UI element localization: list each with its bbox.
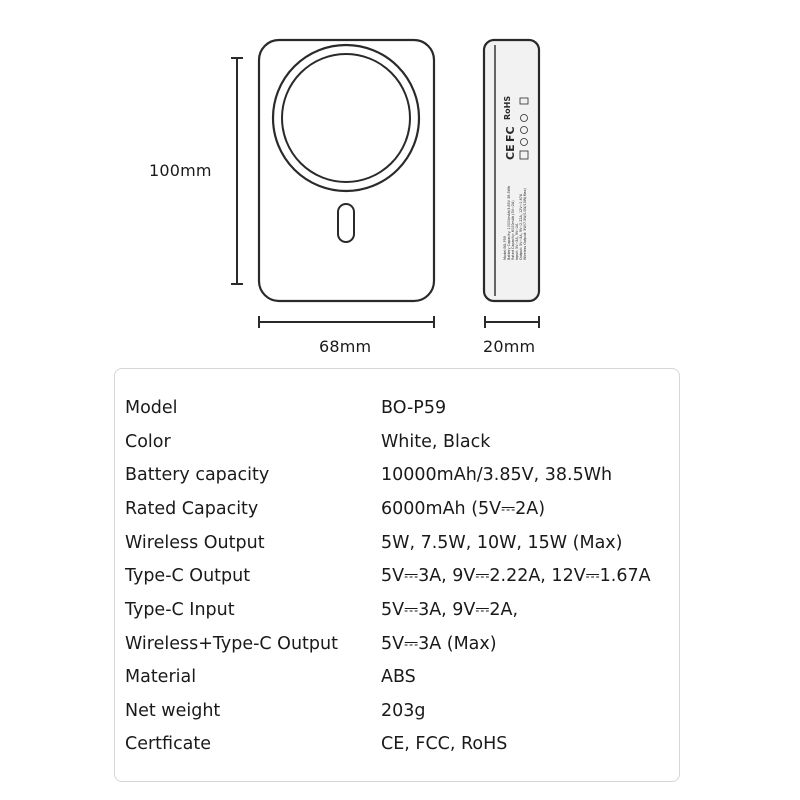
ce-mark: CE bbox=[504, 144, 517, 160]
spec-value: 203g bbox=[381, 701, 426, 721]
side-spec-line-3: Rated Capacity: 6000mAh (5V⎓2A) bbox=[511, 200, 515, 260]
spec-value: 5W, 7.5W, 10W, 15W (Max) bbox=[381, 533, 623, 553]
spec-key: Material bbox=[125, 667, 197, 687]
spec-value: 5V⎓3A (Max) bbox=[381, 634, 497, 654]
spec-value: White, Black bbox=[381, 432, 491, 452]
spec-value: 5V⎓3A, 9V⎓2A, bbox=[381, 600, 519, 620]
spec-value: 10000mAh/3.85V, 38.5Wh bbox=[381, 465, 613, 485]
spec-row-typec-output bbox=[125, 561, 671, 591]
spec-key: Certficate bbox=[125, 734, 212, 754]
spec-key: Wireless Output bbox=[125, 533, 265, 553]
side-body-shade bbox=[484, 40, 539, 301]
spec-value: BO-P59 bbox=[381, 398, 447, 418]
spec-row-model bbox=[125, 393, 671, 423]
spec-value: 6000mAh (5V⎓2A) bbox=[381, 499, 546, 519]
spec-row-typec-input bbox=[125, 595, 671, 625]
magnetic-ring-inner bbox=[282, 54, 410, 182]
spec-value: 5V⎓3A, 9V⎓2.22A, 12V⎓1.67A bbox=[381, 566, 651, 586]
spec-row-net-weight bbox=[125, 696, 671, 726]
magnetic-ring-outer bbox=[273, 45, 419, 191]
spec-key: Color bbox=[125, 432, 171, 452]
product-drawing bbox=[0, 0, 800, 362]
width-dimension bbox=[259, 316, 434, 328]
fcc-mark: FC bbox=[504, 126, 517, 142]
spec-value: ABS bbox=[381, 667, 416, 687]
side-spec-line-4: Input: 5V⎓3A, 9V⎓2A bbox=[515, 223, 519, 260]
spec-row-wireless-output bbox=[125, 528, 671, 558]
alignment-slot bbox=[338, 204, 354, 242]
spec-value: CE, FCC, RoHS bbox=[381, 734, 508, 754]
width-label: 68mm bbox=[319, 337, 372, 356]
side-spec-line-6: Wireless Output: 5W/7.5W/10W/15W(Max) bbox=[523, 188, 527, 260]
height-label: 100mm bbox=[149, 161, 212, 180]
side-spec-line-2: Battery Capacity: 10000mAh/3.85V 38.5Wh bbox=[507, 185, 511, 260]
spec-row-wireless-typec-output bbox=[125, 629, 671, 659]
rohs-mark: RoHS bbox=[503, 95, 512, 120]
spec-key: Model bbox=[125, 398, 178, 418]
height-dimension bbox=[231, 58, 243, 284]
spec-key: Type-C Input bbox=[125, 600, 235, 620]
spec-row-rated-capacity bbox=[125, 494, 671, 524]
depth-label: 20mm bbox=[483, 337, 536, 356]
spec-row-color bbox=[125, 427, 671, 457]
spec-key: Rated Capacity bbox=[125, 499, 259, 519]
depth-dimension bbox=[485, 316, 539, 328]
spec-row-certificate bbox=[125, 729, 671, 759]
side-spec-line-1: Model:BO-P59 bbox=[503, 236, 507, 260]
side-spec-line-5: Output: 5V⎓3A, 9V⎓2.22A, 12V⎓1.67A bbox=[519, 193, 523, 260]
spec-key: Type-C Output bbox=[125, 566, 251, 586]
spec-key: Net weight bbox=[125, 701, 221, 721]
spec-table bbox=[114, 368, 680, 782]
side-view bbox=[484, 40, 539, 301]
spec-row-battery-capacity bbox=[125, 460, 671, 490]
spec-key: Wireless+Type-C Output bbox=[125, 634, 338, 654]
spec-row-material bbox=[125, 662, 671, 692]
dimension-diagram bbox=[0, 0, 800, 362]
spec-key: Battery capacity bbox=[125, 465, 270, 485]
front-view bbox=[259, 40, 434, 301]
